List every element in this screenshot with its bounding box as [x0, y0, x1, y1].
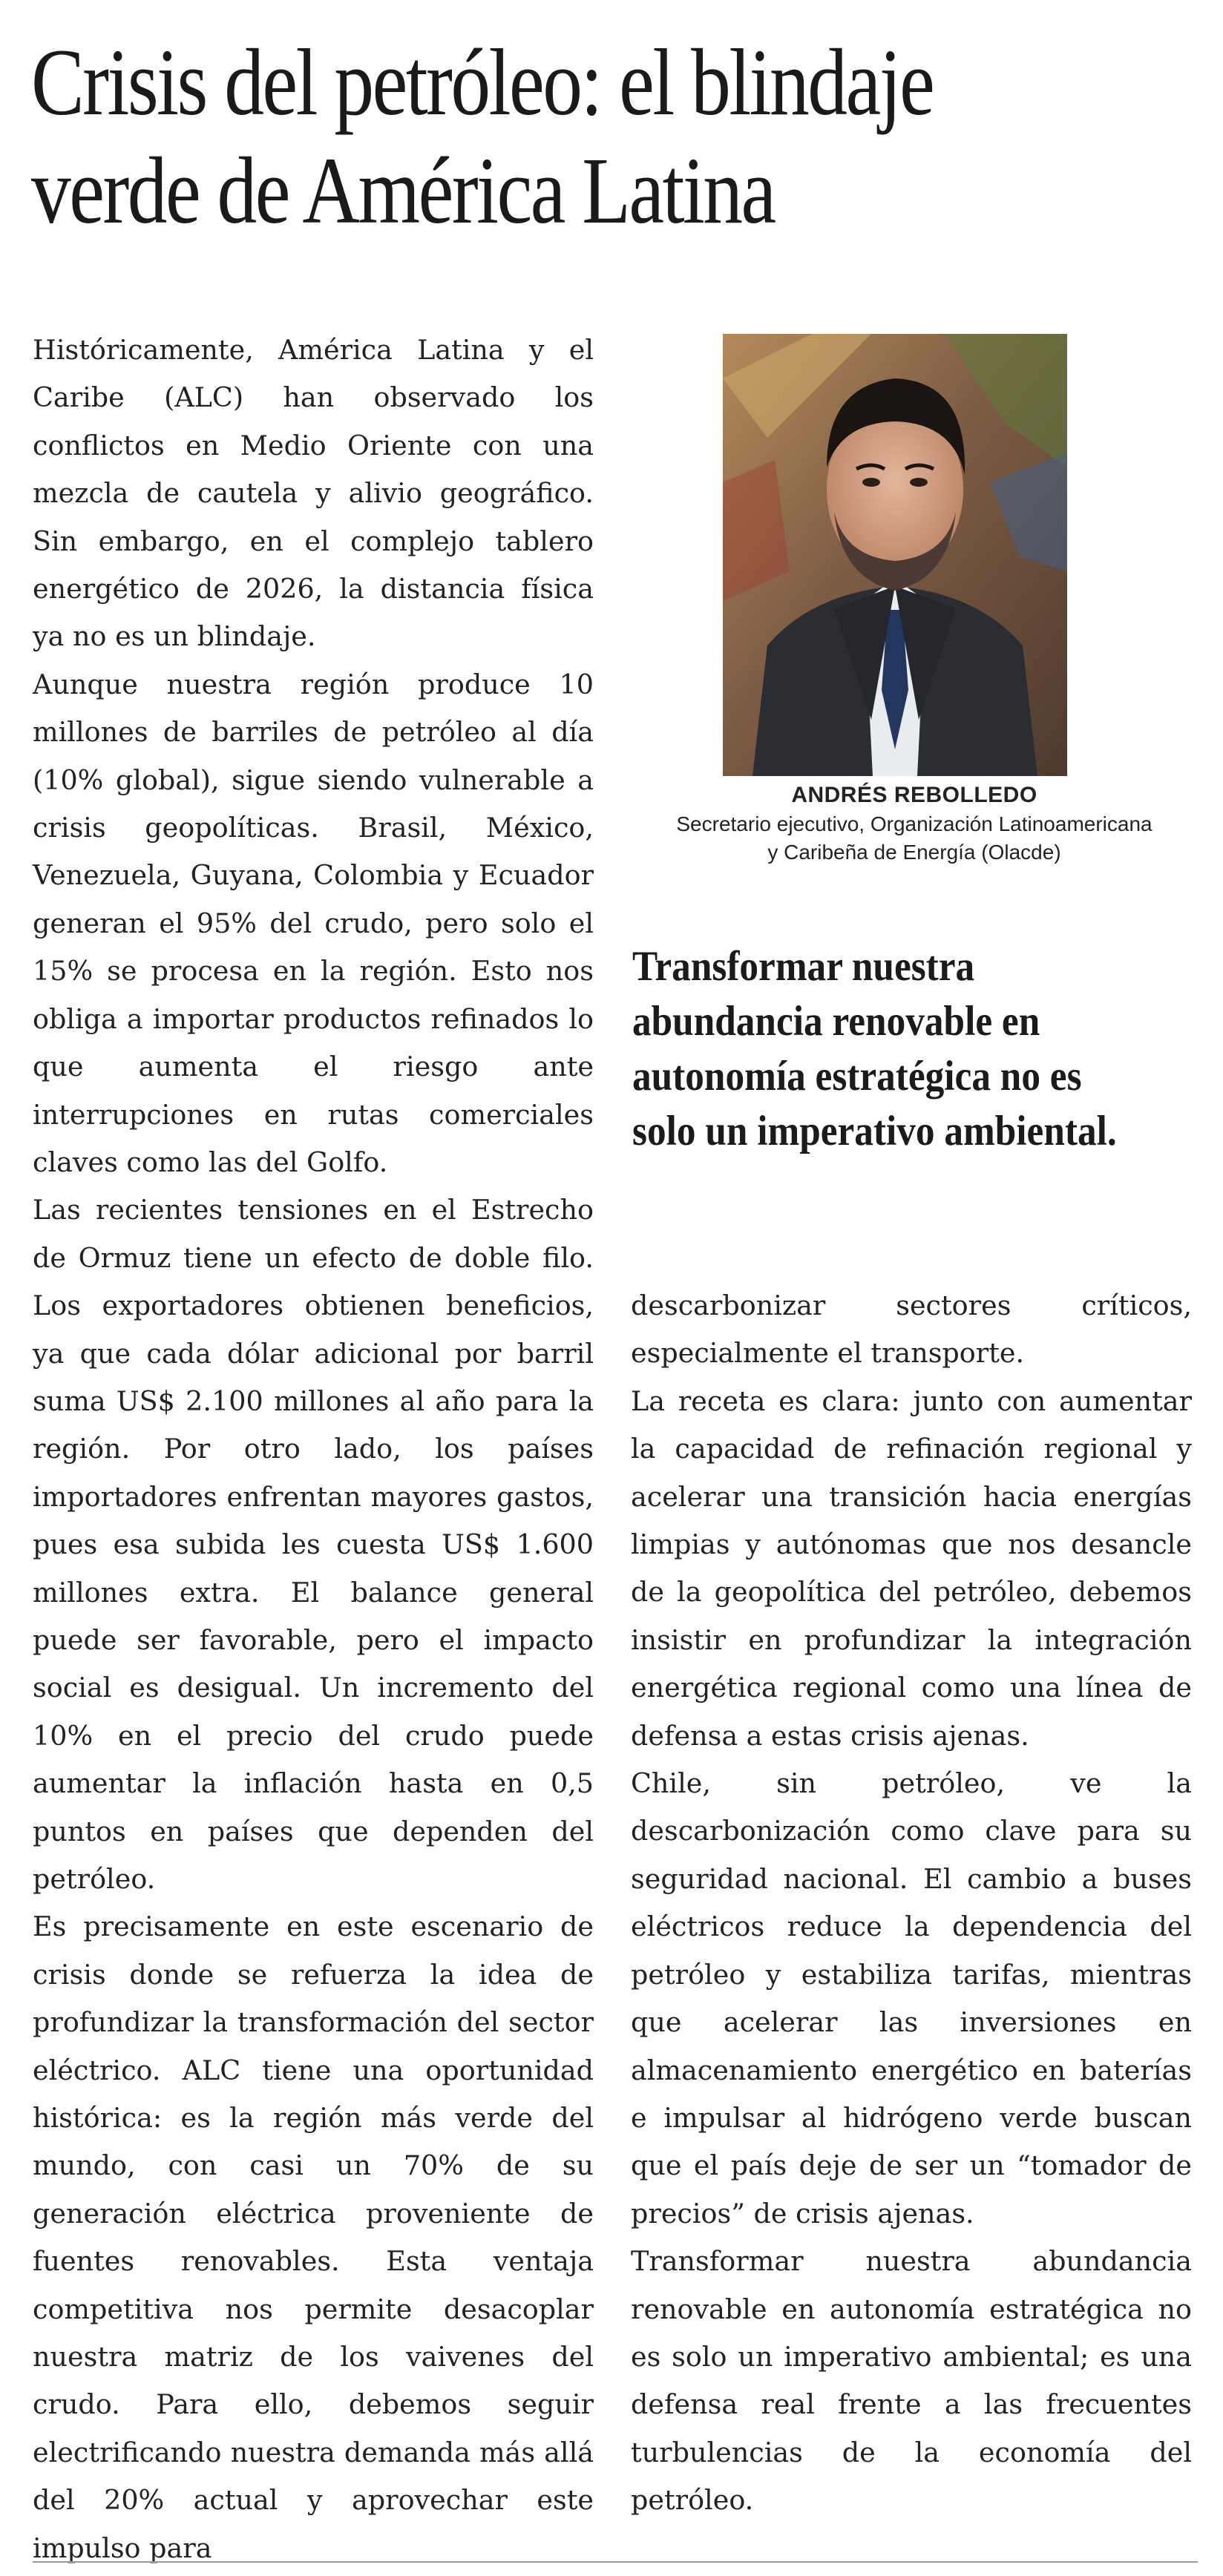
- body-paragraph: Chile, sin petróleo, ve la descarbonización como clave para su seguridad nacional. El cambio a buses eléctricos reduce la dependencia del petróleo y estabiliza tarifas, mientras que acelerar las inversiones en almacenamiento energético en baterías e impulsar al hidrógeno verde buscan que el país deje de ser un “tomador de precios” de crisis ajenas.: [631, 1767, 1192, 2230]
- pull-quote: Transformar nuestra abundancia renovable en autonomía estratégica no es solo un imperativo ambiental.: [632, 943, 1117, 1154]
- body-paragraph: Transformar nuestra abundancia renovable en autonomía estratégica no es solo un imperativo ambiental; es una defensa real frente a las frecuentes turbulencias de la economía del petróleo.: [631, 2245, 1192, 2517]
- body-paragraph: Históricamente, América Latina y el Caribe (ALC) han observado los conflictos en Medio Oriente con una mezcla de cautela y alivio geográfico. Sin embargo, en el complejo tablero energético de 2026, la distancia física ya no es un blindaje.: [33, 334, 594, 653]
- body-paragraph: La receta es clara: junto con aumentar la capacidad de refinación regional y acelerar una transición hacia energías limpias y autónomas que nos desancle de la geopolítica del petróleo, debemos insistir en profundizar la integración energética regional como una línea de defensa a estas crisis ajenas.: [631, 1384, 1192, 1752]
- photo-caption: [638, 781, 1190, 867]
- author-name: ANDRÉS REBOLLEDO: [791, 783, 1037, 807]
- body-paragraph: Las recientes tensiones en el Estrecho de Ormuz tiene un efecto de doble filo. Los exportadores obtienen beneficios, ya que cada dólar adicional por barril suma US$ 2.100 millones al año para la región. Por otro lado, los países importadores enfrentan mayores gastos, pues esa subida les cuesta US$ 1.600 millones extra. El balance general puede ser favorable, pero el impacto social es desigual. Un incremento del 10% en el precio del crudo puede aumentar la inflación hasta en 0,5 puntos en países que dependen del petróleo.: [33, 1194, 594, 1895]
- author-role-line-2: y Caribeña de Energía (Olacde): [767, 841, 1061, 864]
- article-column-right: [631, 1282, 1192, 2525]
- headline-line-2: verde de América Latina: [31, 138, 775, 243]
- headline-line-1: Crisis del petróleo: el blindaje: [31, 30, 934, 135]
- author-photo: [723, 334, 1067, 776]
- article-column-left: [33, 326, 594, 2572]
- author-role-line-1: Secretario ejecutivo, Organización Latinoamericana: [676, 812, 1152, 835]
- body-paragraph: Es precisamente en este escenario de crisis donde se refuerza la idea de profundizar la transformación del sector eléctrico. ALC tiene una oportunidad histórica: es la región más verde del mundo, con casi un 70% de su generación eléctrica proveniente de fuentes renovables. Esta ventaja competitiva nos permite desacoplar nuestra matriz de los vaivenes del crudo. Para ello, debemos seguir electrificando nuestra demanda más allá del 20% actual y aprovechar este impulso para: [33, 1910, 594, 2564]
- bottom-divider: [33, 2561, 1198, 2563]
- body-paragraph: Aunque nuestra región produce 10 millones de barriles de petróleo al día (10% global), sigue siendo vulnerable a crisis geopolíticas. Brasil, México, Venezuela, Guyana, Colombia y Ecuador generan el 95% del crudo, pero solo el 15% se procesa en la región. Esto nos obliga a importar productos refinados lo que aumenta el riesgo ante interrupciones en rutas comerciales claves como las del Golfo.: [33, 668, 594, 1178]
- body-paragraph: descarbonizar sectores críticos, especialmente el transporte.: [631, 1289, 1192, 1370]
- article-headline: [31, 28, 1016, 245]
